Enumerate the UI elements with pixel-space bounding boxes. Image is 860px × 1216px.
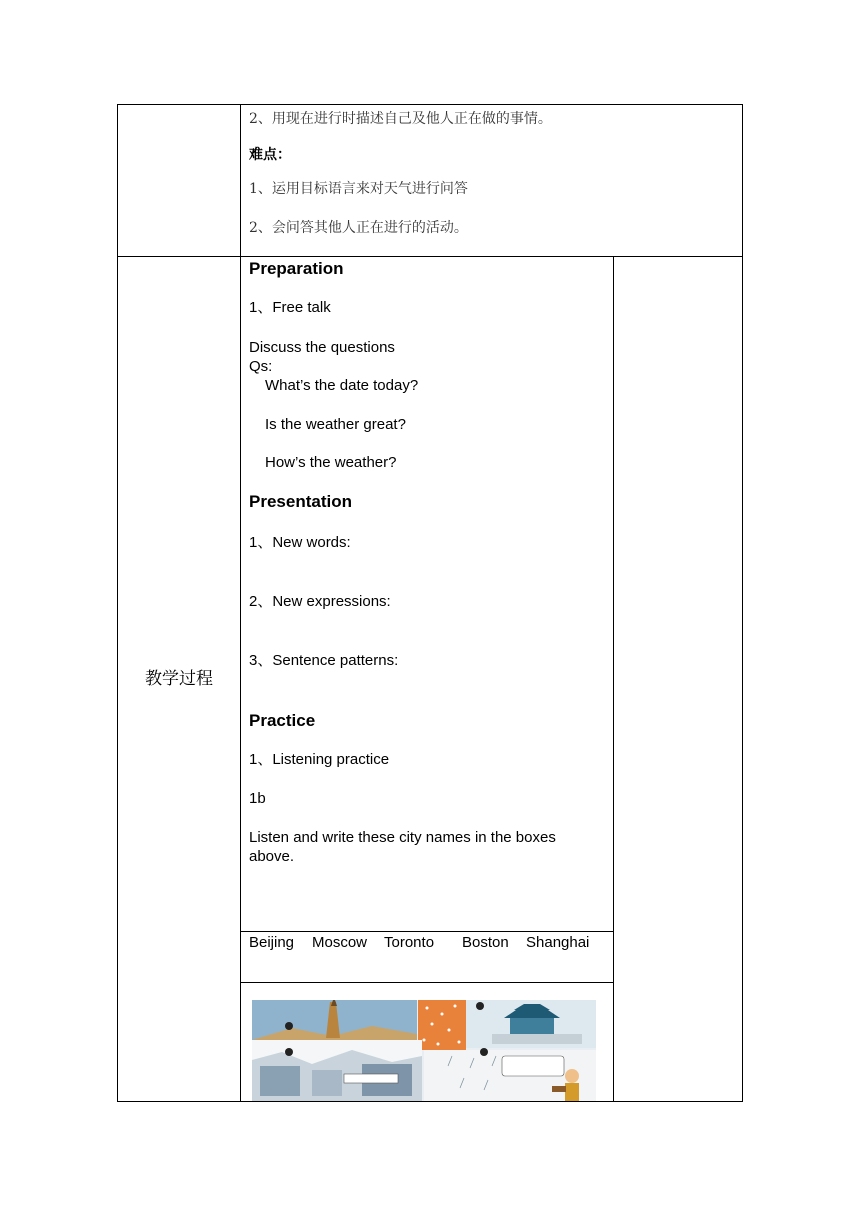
city-name: Toronto: [384, 934, 435, 951]
sentence-patterns-item: 3、Sentence patterns:: [249, 652, 399, 669]
column-divider-right: [613, 256, 614, 1102]
row-divider: [117, 256, 743, 257]
question-3: How’s the weather?: [265, 454, 397, 471]
question-2: Is the weather great?: [265, 416, 406, 433]
difficulty-item-1: 1、运用目标语言来对天气进行问答: [249, 181, 468, 197]
listening-instruction: Listen and write these city names in the boxes above.: [249, 829, 556, 865]
practice-heading: Practice: [249, 711, 316, 730]
cities-box-bottom: [240, 982, 614, 983]
column-divider-left: [240, 104, 241, 1102]
new-expressions-item: 2、New expressions:: [249, 593, 391, 610]
city-name: Moscow: [312, 934, 368, 951]
new-words-item: 1、New words:: [249, 534, 351, 551]
city-name: Shanghai: [526, 934, 590, 951]
city-name: Boston: [462, 934, 509, 951]
city-name: Beijing: [249, 934, 295, 951]
preparation-heading: Preparation: [249, 259, 344, 278]
free-talk-item: 1、Free talk: [249, 299, 331, 316]
section-label: 教学过程: [145, 669, 213, 689]
exercise-1b-label: 1b: [249, 790, 266, 807]
difficulty-heading: 难点：: [249, 147, 291, 163]
discuss-text: Discuss the questions: [249, 339, 395, 356]
difficulty-item-2: 2、会问答其他人正在进行的活动。: [249, 220, 468, 236]
weather-map-illustration: [252, 1000, 596, 1101]
qs-label: Qs:: [249, 358, 273, 375]
listening-practice-item: 1、Listening practice: [249, 751, 390, 768]
lesson-table: [117, 104, 743, 1102]
question-1: What’s the date today?: [265, 377, 419, 394]
presentation-heading: Presentation: [249, 492, 352, 511]
cities-box-top: [240, 931, 614, 932]
objective-line-2: 2、用现在进行时描述自己及他人正在做的事情。: [249, 111, 552, 127]
